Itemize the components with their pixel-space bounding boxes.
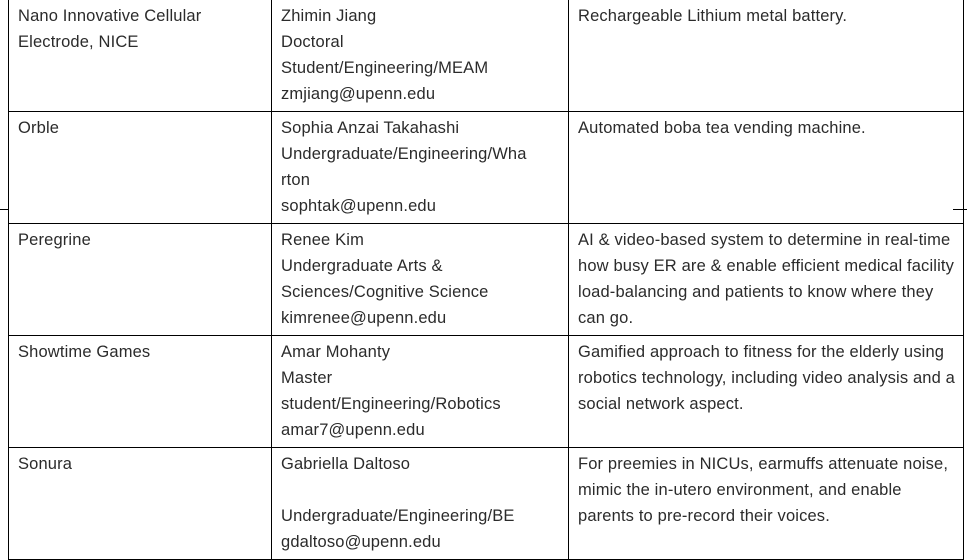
team-member-cell	[272, 224, 569, 336]
team-name-cell: Showtime Games	[9, 336, 272, 448]
project-description-cell: For preemies in NICUs, earmuffs attenuate noise, mimic the in-utero environment, and enable parents to pre-record their voices.	[569, 448, 964, 560]
member-name: Amar Mohanty	[281, 343, 391, 361]
member-role: Doctoral	[281, 33, 344, 51]
member-role: Student/Engineering/MEAM	[281, 59, 489, 77]
table-row	[9, 112, 964, 224]
member-name: Zhimin Jiang	[281, 7, 377, 25]
team-member-cell	[272, 112, 569, 224]
team-member-cell	[272, 448, 569, 560]
team-name-cell: Orble	[9, 112, 272, 224]
member-role: rton	[281, 171, 311, 189]
member-role: student/Engineering/Robotics	[281, 395, 501, 413]
member-role	[281, 477, 560, 503]
project-description-cell: Rechargeable Lithium metal battery.	[569, 0, 964, 112]
table-row	[9, 336, 964, 448]
member-email: amar7@upenn.edu	[281, 421, 425, 439]
member-role: Sciences/Cognitive Science	[281, 283, 489, 301]
project-description-cell: Gamified approach to fitness for the elderly using robotics technology, including video analysis and a social network aspect.	[569, 336, 964, 448]
table-row	[9, 0, 964, 112]
team-name-cell: Sonura	[9, 448, 272, 560]
table-row	[9, 224, 964, 336]
member-role: Undergraduate Arts &	[281, 257, 443, 275]
member-name: Sophia Anzai Takahashi	[281, 119, 460, 137]
team-member-cell	[272, 0, 569, 112]
project-description-cell: AI & video-based system to determine in real-time how busy ER are & enable efficient medical facility load-balancing and patients to know where they can go.	[569, 224, 964, 336]
member-email: zmjiang@upenn.edu	[281, 85, 436, 103]
team-table	[8, 0, 964, 560]
member-role: Undergraduate/Engineering/BE	[281, 507, 515, 525]
team-member-cell	[272, 336, 569, 448]
team-name-cell: Peregrine	[9, 224, 272, 336]
member-email: sophtak@upenn.edu	[281, 197, 437, 215]
member-name: Gabriella Daltoso	[281, 455, 411, 473]
table-row	[9, 448, 964, 560]
project-description-cell: Automated boba tea vending machine.	[569, 112, 964, 224]
page-divider-left	[0, 209, 8, 210]
member-email: gdaltoso@upenn.edu	[281, 533, 441, 551]
member-name: Renee Kim	[281, 231, 364, 249]
team-name-cell: Nano Innovative Cellular Electrode, NICE	[9, 0, 272, 112]
member-role: Master	[281, 369, 333, 387]
member-email: kimrenee@upenn.edu	[281, 309, 447, 327]
member-role: Undergraduate/Engineering/Wha	[281, 145, 527, 163]
